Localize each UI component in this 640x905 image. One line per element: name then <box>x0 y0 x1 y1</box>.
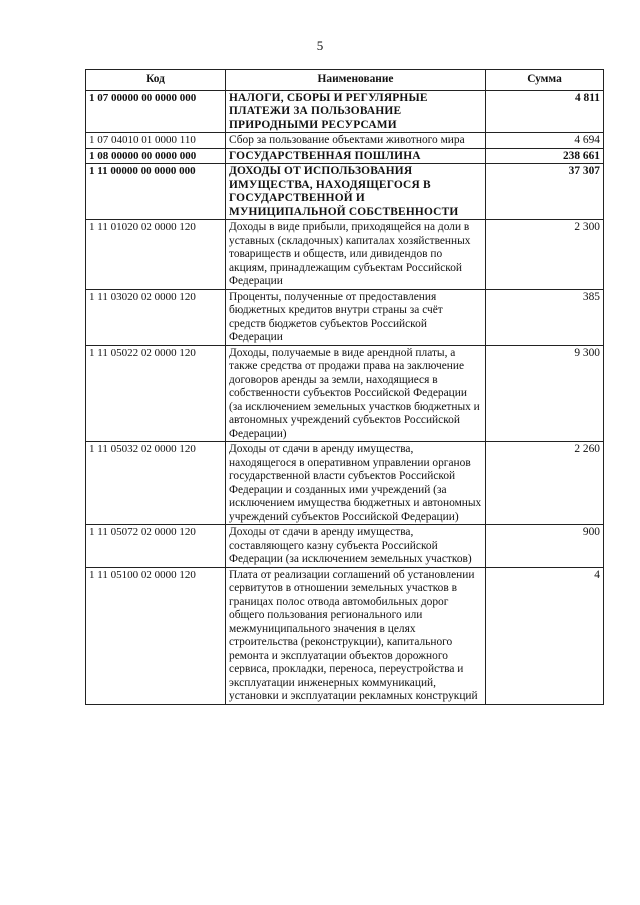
row-name: ГОСУДАРСТВЕННАЯ ПОШЛИНА <box>226 148 486 164</box>
row-sum: 238 661 <box>486 148 604 164</box>
row-name: Доходы, получаемые в виде арендной платы, а также средства от продажи права на заключение договоров аренды за земли, находящиеся в собственности субъектов Российской Федерации (за исключением земельных участков бюджетных и автономных учреждений субъектов Российской Федерации) <box>226 345 486 442</box>
revenue-table <box>85 69 604 705</box>
table-row <box>86 90 604 133</box>
table-row <box>86 442 604 525</box>
row-code: 1 11 05100 02 0000 120 <box>86 567 226 704</box>
row-sum: 4 694 <box>486 133 604 149</box>
table-row <box>86 345 604 442</box>
row-code: 1 08 00000 00 0000 000 <box>86 148 226 164</box>
header-name: Наименование <box>226 70 486 91</box>
row-sum: 2 260 <box>486 442 604 525</box>
row-code: 1 11 03020 02 0000 120 <box>86 289 226 345</box>
row-name: Плата от реализации соглашений об установлении сервитутов в отношении земельных участков в границах полос отвода автомобильных дорог общего пользования регионального или межмуниципального значения в целях строительства (реконструкции), капитального ремонта и эксплуатации объектов дорожного сервиса, прокладки, переноса, переустройства и эксплуатации инженерных коммуникаций, установки и эксплуатации рекламных конструкций <box>226 567 486 704</box>
table-row <box>86 567 604 704</box>
row-code: 1 07 04010 01 0000 110 <box>86 133 226 149</box>
row-name: Доходы в виде прибыли, приходящейся на доли в уставных (складочных) капиталах хозяйственных товариществ и обществ, или дивидендов по акциям, принадлежащим субъектам Российской Федерации <box>226 220 486 290</box>
row-sum: 900 <box>486 525 604 568</box>
row-sum: 4 <box>486 567 604 704</box>
page-number: 5 <box>316 38 324 53</box>
header-sum: Сумма <box>486 70 604 91</box>
row-code: 1 11 05072 02 0000 120 <box>86 525 226 568</box>
table-row <box>86 289 604 345</box>
table-row <box>86 148 604 164</box>
table-row <box>86 525 604 568</box>
row-code: 1 11 05022 02 0000 120 <box>86 345 226 442</box>
row-name: Доходы от сдачи в аренду имущества, находящегося в оперативном управлении органов государственной власти субъектов Российской Федерации и созданных ими учреждений (за исключением имущества бюджетных и автономных учреждений субъектов Российской Федерации) <box>226 442 486 525</box>
row-sum: 37 307 <box>486 164 604 220</box>
row-name: Сбор за пользование объектами животного мира <box>226 133 486 149</box>
row-name: НАЛОГИ, СБОРЫ И РЕГУЛЯРНЫЕ ПЛАТЕЖИ ЗА ПОЛЬЗОВАНИЕ ПРИРОДНЫМИ РЕСУРСАМИ <box>226 90 486 133</box>
row-sum: 4 811 <box>486 90 604 133</box>
row-name: Проценты, полученные от предоставления бюджетных кредитов внутри страны за счёт средств бюджетов субъектов Российской Федерации <box>226 289 486 345</box>
table-row <box>86 133 604 149</box>
row-code: 1 07 00000 00 0000 000 <box>86 90 226 133</box>
row-code: 1 11 05032 02 0000 120 <box>86 442 226 525</box>
row-sum: 9 300 <box>486 345 604 442</box>
row-sum: 385 <box>486 289 604 345</box>
table-row <box>86 164 604 220</box>
row-name: Доходы от сдачи в аренду имущества, составляющего казну субъекта Российской Федерации (за исключением земельных участков) <box>226 525 486 568</box>
header-code: Код <box>86 70 226 91</box>
row-name: ДОХОДЫ ОТ ИСПОЛЬЗОВАНИЯ ИМУЩЕСТВА, НАХОДЯЩЕГОСЯ В ГОСУДАРСТВЕННОЙ И МУНИЦИПАЛЬНОЙ СОБСТВЕННОСТИ <box>226 164 486 220</box>
row-sum: 2 300 <box>486 220 604 290</box>
table-row <box>86 220 604 290</box>
table-header-row <box>86 70 604 91</box>
row-code: 1 11 01020 02 0000 120 <box>86 220 226 290</box>
row-code: 1 11 00000 00 0000 000 <box>86 164 226 220</box>
